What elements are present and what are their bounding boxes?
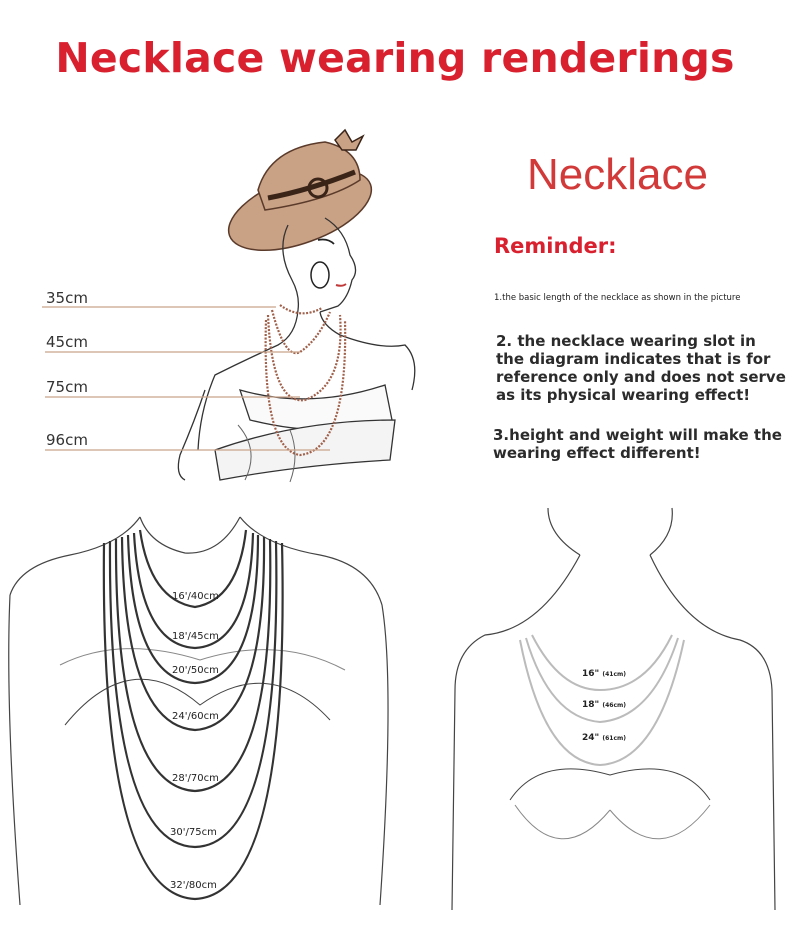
product-label: Necklace bbox=[527, 150, 708, 199]
length-label-35: 35cm bbox=[46, 289, 88, 307]
short-chain-label-24: 24" (61cm) bbox=[582, 733, 627, 743]
length-label-75: 75cm bbox=[46, 378, 88, 396]
note-basic-length: 1.the basic length of the necklace as shown in the picture bbox=[494, 293, 741, 303]
note-wearing-slot: 2. the necklace wearing slot in the diagram indicates that is for reference only and does not serve as its physical wearing effect! bbox=[496, 332, 786, 404]
chain-label-16: 16'/40cm bbox=[172, 591, 219, 602]
chain-label-18: 18'/45cm bbox=[172, 631, 219, 642]
chain-label-28: 28'/70cm bbox=[172, 773, 219, 784]
length-label-96: 96cm bbox=[46, 431, 88, 449]
page-title: Necklace wearing renderings bbox=[55, 34, 735, 82]
reminder-heading: Reminder: bbox=[494, 234, 617, 258]
length-label-45: 45cm bbox=[46, 333, 88, 351]
note-height-weight: 3.height and weight will make the wearing effect different! bbox=[493, 426, 782, 462]
chain-label-32: 32'/80cm bbox=[170, 880, 217, 891]
model-illustration bbox=[0, 120, 470, 490]
chain-label-24: 24'/60cm bbox=[172, 711, 219, 722]
length-chart-short bbox=[440, 500, 785, 920]
length-chart-long bbox=[0, 505, 420, 925]
short-chain-label-16: 16" (41cm) bbox=[582, 669, 627, 679]
chain-label-20: 20'/50cm bbox=[172, 665, 219, 676]
hat-drawing bbox=[218, 130, 382, 267]
short-chain-label-18: 18" (46cm) bbox=[582, 700, 627, 710]
chain-label-30: 30'/75cm bbox=[170, 827, 217, 838]
